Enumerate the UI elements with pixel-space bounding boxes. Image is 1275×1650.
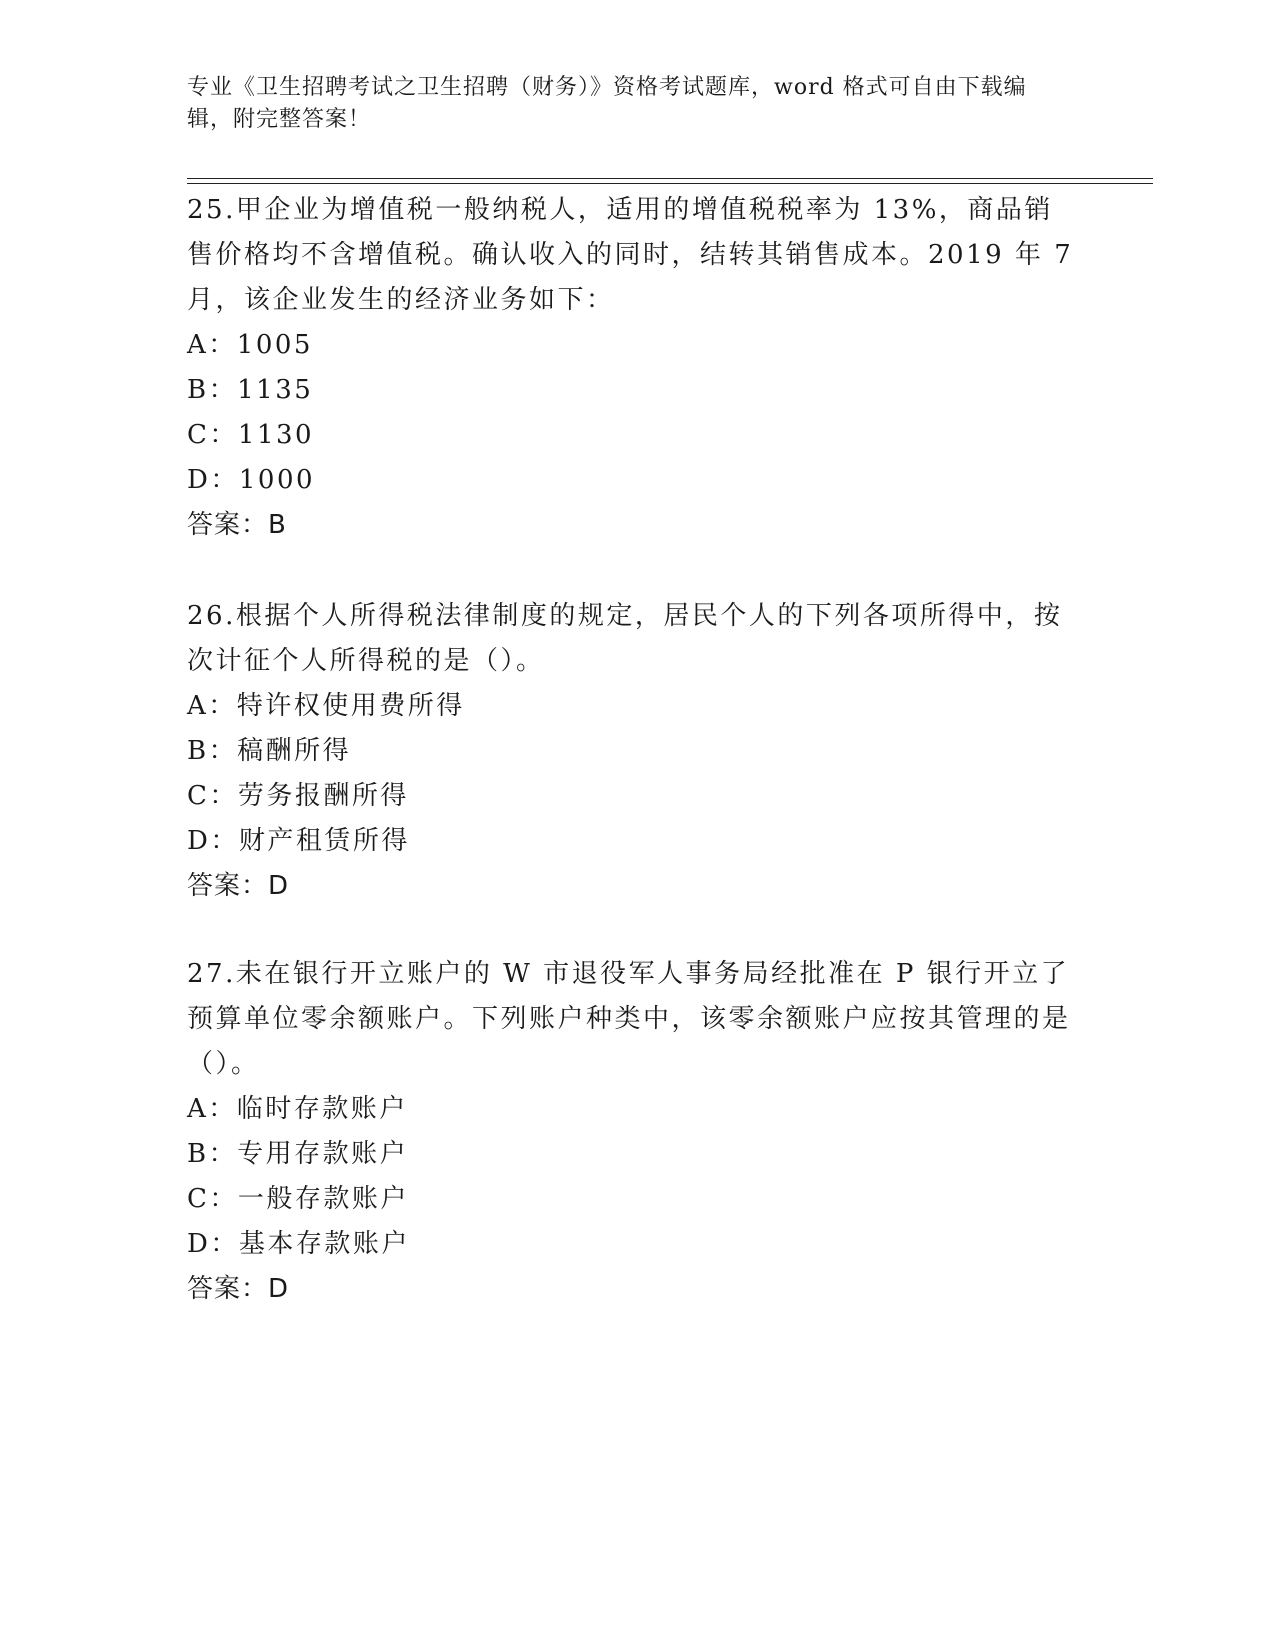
option-label: B： [187,1139,238,1169]
option-label: B： [187,375,238,405]
option-label: D： [187,465,239,495]
option-b [187,368,1077,413]
question-stem: 25.甲企业为增值税一般纳税人，适用的增值税税率为 13%，商品销售价格均不含增值税。确认收入的同时，结转其销售成本。2019 年 7 月，该企业发生的经济业务如下： [187,195,1074,315]
option-text: 劳务报酬所得 [237,781,409,811]
option-a [187,323,1077,368]
question-25 [187,188,1077,548]
option-b [187,729,1077,774]
option-text: 1005 [236,330,313,360]
option-text: 1130 [237,420,315,450]
option-text: 基本存款账户 [238,1229,410,1259]
option-d [187,458,1077,503]
option-b [187,1132,1077,1177]
option-c [187,1177,1077,1222]
option-label: C： [187,1184,238,1214]
header-divider-bottom [187,183,1153,184]
answer: 答案：D [187,1274,290,1304]
answer: 答案：B [187,510,287,540]
question-26 [187,594,1077,909]
option-label: D： [187,826,239,856]
option-label: B： [187,736,238,766]
option-text: 一般存款账户 [237,1184,409,1214]
option-d [187,1222,1077,1267]
header-divider-top [187,178,1153,179]
question-stem: 26.根据个人所得税法律制度的规定，居民个人的下列各项所得中，按次计征个人所得税的是（）。 [187,601,1063,676]
option-c [187,774,1077,819]
option-label: C： [187,420,238,450]
option-a [187,684,1077,729]
option-text: 专用存款账户 [237,1139,409,1169]
option-text: 临时存款账户 [236,1094,408,1124]
option-text: 1000 [238,465,316,495]
question-stem: 27.未在银行开立账户的 W 市退役军人事务局经批准在 P 银行开立了预算单位零余额账户。下列账户种类中，该零余额账户应按其管理的是（）。 [187,959,1071,1079]
option-label: A： [187,691,237,721]
option-text: 稿酬所得 [237,736,352,766]
option-text: 1135 [237,375,314,405]
option-text: 特许权使用费所得 [236,691,465,721]
option-a [187,1087,1077,1132]
option-c [187,413,1077,458]
option-label: A： [187,1094,237,1124]
option-label: D： [187,1229,239,1259]
document-header: 专业《卫生招聘考试之卫生招聘（财务）》资格考试题库，word 格式可自由下载编辑，附完整答案！ [187,75,1027,132]
answer: 答案：D [187,871,290,901]
option-d [187,819,1077,864]
option-label: C： [187,781,238,811]
option-text: 财产租赁所得 [238,826,410,856]
option-label: A： [187,330,237,360]
question-27 [187,952,1077,1312]
